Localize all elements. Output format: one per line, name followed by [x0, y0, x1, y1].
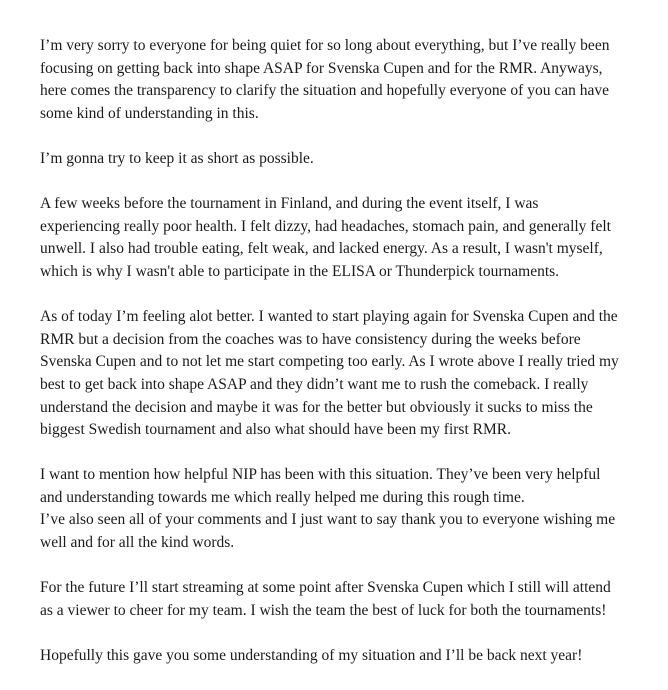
text-line: For the future I’ll start streaming at some point after Svenska Cupen which I still will attend: [40, 579, 611, 597]
text-line: unwell. I also had trouble eating, felt weak, and lacked energy. As a result, I wasn't myself,: [40, 240, 603, 258]
text-line: some kind of understanding in this.: [40, 104, 259, 122]
paragraph-apology: [40, 35, 646, 125]
text-line: experiencing really poor health. I felt dizzy, had headaches, stomach pain, and generally felt: [40, 217, 611, 235]
paragraph-health: [40, 193, 646, 283]
text-line: which is why I wasn't able to participate in the ELISA or Thunderpick tournaments.: [40, 262, 560, 280]
text-line: I’m very sorry to everyone for being quiet for so long about everything, but I’ve really been: [40, 37, 610, 54]
text-line: I’ve also seen all of your comments and I just want to say thank you to everyone wishing me: [40, 511, 616, 529]
text-line: RMR but a decision from the coaches was to have consistency during the weeks before: [40, 330, 581, 348]
text-line: Hopefully this gave you some understanding of my situation and I’ll be back next year!: [40, 647, 583, 665]
text-line: best to get back into shape ASAP and they didn’t want me to rush the comeback. I really: [40, 375, 589, 393]
text-line: focusing on getting back into shape ASAP for Svenska Cupen and for the RMR. Anyways,: [40, 59, 603, 77]
paragraph-short-intro: [40, 148, 646, 171]
text-line: Svenska Cupen and to not let me start competing too early. As I wrote above I really tried my: [40, 353, 619, 371]
paragraph-closing: [40, 645, 646, 668]
text-line: understand the decision and maybe it was for the better but obviously it sucks to miss the: [40, 398, 593, 416]
paragraph-thanks: [40, 464, 646, 554]
text-line: as a viewer to cheer for my team. I wish the team the best of luck for both the tournaments!: [40, 601, 607, 619]
text-line: A few weeks before the tournament in Finland, and during the event itself, I was: [40, 195, 539, 213]
text-line: and understanding towards me which really helped me during this rough time.: [40, 488, 525, 506]
text-line: well and for all the kind words.: [40, 534, 235, 552]
text-line: I want to mention how helpful NIP has been with this situation. They’ve been very helpful: [40, 466, 601, 484]
text-line: biggest Swedish tournament and also what should have been my first RMR.: [40, 421, 511, 439]
text-line: As of today I’m feeling alot better. I wanted to start playing again for Svenska Cupen and the: [40, 308, 618, 326]
paragraph-future: [40, 577, 646, 622]
text-line: I’m gonna try to keep it as short as possible.: [40, 149, 314, 167]
paragraph-current-status: [40, 306, 646, 442]
text-line: here comes the transparency to clarify the situation and hopefully everyone of you can have: [40, 82, 609, 100]
